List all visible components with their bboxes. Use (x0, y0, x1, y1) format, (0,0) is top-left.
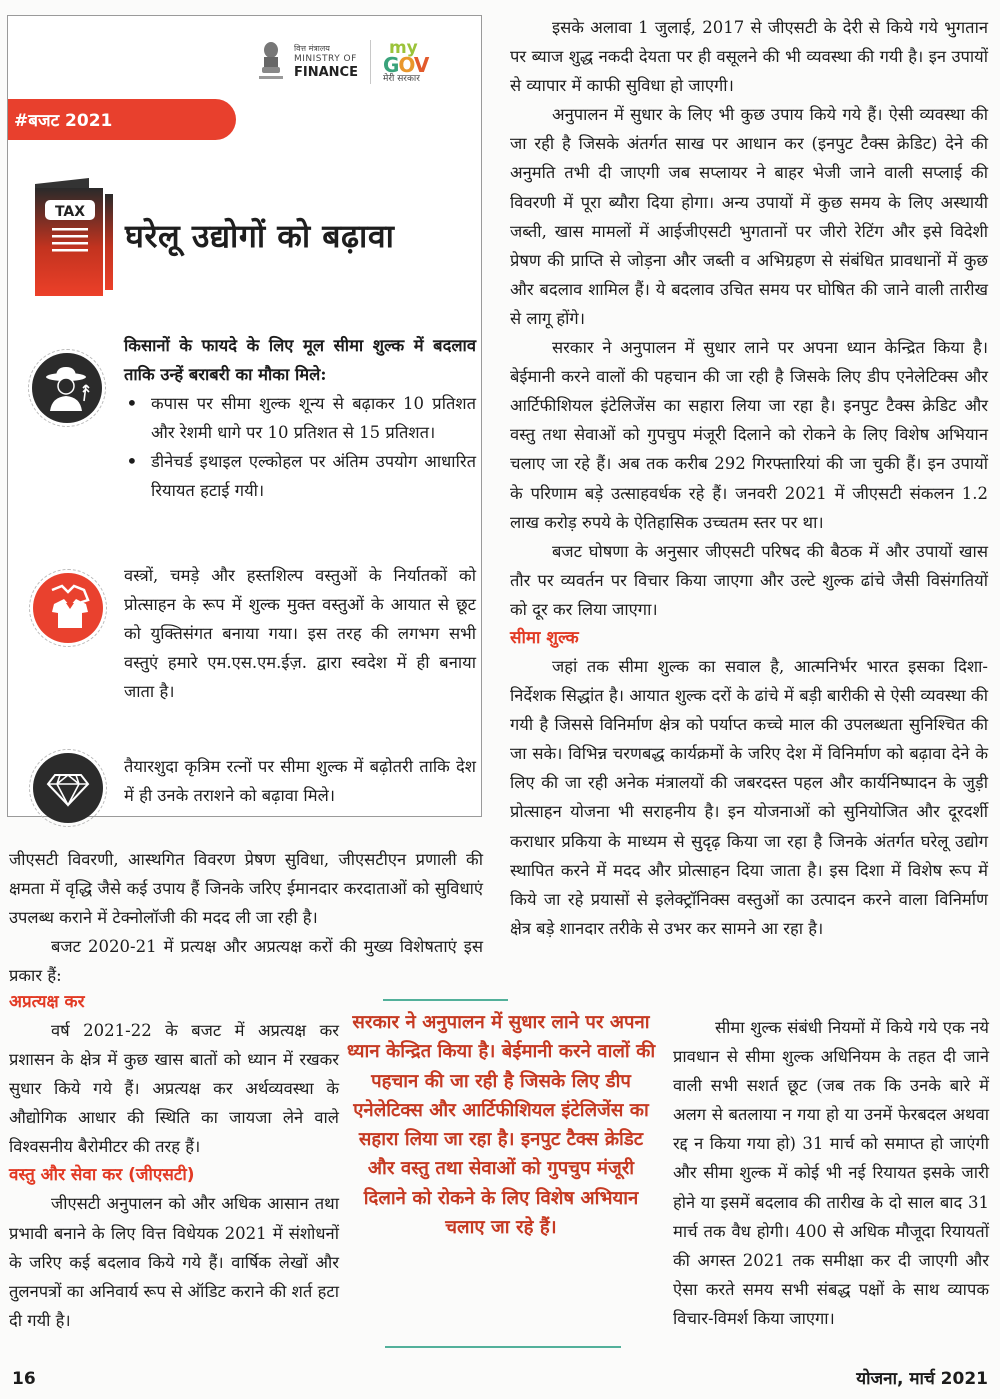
magazine-issue: योजना, मार्च 2021 (856, 1369, 988, 1389)
farmer-customs-block (124, 331, 476, 505)
mygov-gov (382, 53, 429, 78)
left-column-top (9, 845, 483, 990)
bullet-item: • कपास पर सीमा शुल्क शून्य से बढ़ाकर 10 प्रतिशत और रेशमी धागे पर 10 प्रतिशत से 15 प्रतिशत। (124, 389, 476, 447)
paragraph: बजट 2020-21 में प्रत्यक्ष और अप्रत्यक्ष करों की मुख्य विशेषताएं इस प्रकार हैं: (9, 937, 483, 986)
gem-customs-block: तैयारशुदा कृत्रिम रत्नों पर सीमा शुल्क में बढ़ोतरी ताकि देश में ही उनके तराशने को बढ़ावा मिले। (124, 757, 476, 805)
ministry-en-line1: MINISTRY OF (294, 54, 357, 64)
ministry-of-finance-logo (294, 45, 358, 79)
section-heading-customs: सीमा शुल्क (510, 627, 579, 648)
pull-quote: सरकार ने अनुपालन में सुधार लाने पर अपना ध्यान केन्द्रित किया है। बेईमानी करने वालों की पहचान की जा रही है जिसके लिए डीप एनेलेटिक्स और आर्टिफीशियल इंटेलिजेंस का सहारा लिया जा रहा है। इनपुट टैक्स क्रेडिट और वस्तु तथा सेवाओं को गुपचुप मंजूरी दिलाने को रोकने के लिए विशेष अभियान चलाए जा रहे हैं। (346, 1012, 656, 1239)
paragraph: सरकार ने अनुपालन में सुधार लाने पर अपना ध्यान केन्द्रित किया है। बेईमानी करने वालों की पहचान की जा रही है जिसके लिए डीप एनेलेटिक्स और आर्टिफीशियल इंटेलिजेंस का सहारा लिया जा रहा है। इनपुट टैक्स क्रेडिट और वस्तु तथा सेवाओं को गुपचुप मंजूरी दिलाने को रोकने के लिए विशेष अभियान चलाए जा रहे हैं। अब तक करीब 292 गिरफ्तारियां की जा चुकी हैं। इन उपायों के परिणाम बड़े उत्साहवर्धक रहे हैं। जनवरी 2021 में जीएसटी संकलन 1.2 लाख करोड़ रुपये के ऐतिहासिक उच्चतम स्तर पर था। (510, 338, 988, 532)
paragraph: जीएसटी अनुपालन को और अधिक आसान तथा प्रभावी बनाने के लिए वित्त विधेयक 2021 में संशोधनों के जरिए कई बदलाव किये गये हैं। वार्षिक लेखों और तुलनपत्रों का अनिवार्य रूप से ऑडिट कराने की शर्त हटा दी गयी है। (9, 1194, 339, 1330)
paragraph: अनुपालन में सुधार के लिए भी कुछ उपाय किये गये हैं। ऐसी व्यवस्था की जा रही है जिसके अंतर्गत साख पर आधान कर (इनपुट टैक्स क्रेडिट) देने की अनुमति तभी दी जाएगी जब सप्लायर ने बाहर भेजी जाने वाली सप्लाई की विवरणी में पूरा ब्यौरा दिया होगा। अन्य उपायों में कुछ समय के लिए अस्थायी जब्ती, खास मामलों में आईजीएसटी भुगतानों पर जीरो रेटिंग और इसे विदेशी प्रेषण की प्राप्ति से जोड़ना और जब्ती व अभिग्रहण से संबंधित प्रावधानों में कुछ और बदलाव शामिल हैं। ये बदलाव उचित समय पर घोषित की जाने वाली तारीख से लागू होंगे। (510, 105, 988, 328)
right-column (510, 13, 988, 943)
farmer-bullet-list (124, 389, 476, 505)
gem-icon (29, 749, 107, 827)
paragraph: वर्ष 2021-22 के बजट में अप्रत्यक्ष कर प्रशासन के क्षेत्र में कुछ खास बातों को ध्यान में रखकर सुधार किये गये हैं। अप्रत्यक्ष कर अर्थव्यवस्था के औद्योगिक आधार की स्थिति का जायजा लेने वाले विश्वसनीय बैरोमीटर की तरह हैं। (9, 1021, 339, 1157)
mygov-o: O (398, 53, 414, 78)
ministry-en-line2: FINANCE (294, 65, 358, 80)
mygov-v: V (413, 53, 429, 78)
section-heading-gst: वस्तु और सेवा कर (जीएसटी) (9, 1165, 195, 1186)
page-number: 16 (12, 1369, 36, 1389)
section-heading-indirect-tax: अप्रत्यक्ष कर (9, 992, 85, 1012)
paragraph: जहां तक सीमा शुल्क का सवाल है, आत्मनिर्भर भारत इसका दिशा-निर्देशक सिद्धांत है। आयात शुल्क दरों के ढांचे में बड़ी बारीकी से ऐसी व्यवस्था की गयी है जिससे विनिर्माण क्षेत्र को पर्याप्त कच्चे माल की उपलब्धता सुनिश्चित की जा सके। विभिन्न चरणबद्ध कार्यक्रमों के जरिए देश में विनिर्माण को बढ़ावा देने के लिए की जा रही अनेक मंत्रालयों की जबरदस्त पहल और कार्यनिष्पादन के जुड़ी प्रोत्साहन योजना भी सराहनीय है। इन योजनाओं को सुनियोजित और दूरदर्शी कराधार प्रकिया के माध्यम से सुदृढ़ किया जा रहा है जिनके अंतर्गत घरेलू उद्योग स्थापित करने में मदद और प्रोत्साहन दिया जाता है। इस दिशा में विशेष रूप में किये जा रहे प्रयासों से इलेक्ट्रॉनिक्स वस्तुओं का उत्पादन करने वाला विनिर्माण क्षेत्र बड़े शानदार तरीके से उभर कर सामने आ रहा है। (510, 656, 988, 938)
quote-top-rule (383, 999, 508, 1001)
paragraph: बजट घोषणा के अनुसार जीएसटी परिषद की बैठक में और उपायों खास तौर पर व्यवर्तन पर विचार किया जाएगा और उल्टे शुल्क ढांचे जैसी विसंगतियों को दूर कर लिया जाएगा। (510, 541, 988, 619)
header-logos (256, 36, 428, 88)
mygov-tagline: मेरी सरकार (382, 74, 420, 85)
farmer-lead: किसानों के फायदे के लिए मूल सीमा शुल्क में बदलाव ताकि उन्हें बराबरी का मौका मिले: (124, 336, 476, 384)
quote-bottom-rule (385, 1346, 621, 1348)
ministry-hindi: वित्त मंत्रालय (294, 44, 330, 53)
paragraph: सीमा शुल्क संबंधी नियमों में किये गये एक नये प्रावधान से सीमा शुल्क अधिनियम के तहत दी जाने वाली सभी सशर्त छूट (जब तक कि उनके बारे में अलग से बतलाया न गया हो या उनमें फेरबदल अथवा रद्द न किया गया हो) 31 मार्च को समाप्त हो जाएंगी और सीमा शुल्क में कोई भी नई रियायत इसके जारी होने या इसमें बदलाव की तारीख के दो साल बाद 31 मार्च तक वैध होगी। 400 से अधिक मौजूदा रियायतों की अगस्त 2021 तक समीक्षा कर दी जाएगी और ऐसा करते समय सभी संबद्ध पक्षों के साथ व्यापक विचार-विमर्श किया जाएगा। (673, 1018, 989, 1328)
logo-divider (370, 40, 371, 84)
right-column-bottom (673, 1013, 989, 1333)
left-column-bottom (9, 988, 339, 1335)
svg-text:TAX: TAX (54, 204, 86, 220)
budget-hashtag-banner: #बजट 2021 (8, 99, 236, 140)
paragraph: इसके अलावा 1 जुलाई, 2017 से जीएसटी के देरी से किये गये भुगतान पर ब्याज शुद्ध नकदी देयता पर ही वसूलने की भी व्यवस्था की गयी है। इन उपायों से व्यापार में काफी सुविधा हो जाएगी। (510, 18, 988, 96)
mygov-g: G (382, 53, 399, 78)
clothing-icon (29, 569, 107, 647)
budget-feature-box (7, 15, 482, 817)
mygov-logo (382, 37, 429, 85)
feature-title: घरेलू उद्योगों को बढ़ावा (125, 217, 395, 255)
farmer-icon (28, 349, 106, 427)
textile-export-block: वस्त्रों, चमड़े और हस्तशिल्प वस्तुओं के निर्यातकों को प्रोत्साहन के रूप में शुल्क मुक्त वस्तुओं के आयात से छूट को युक्तिसंगत बनाया गया। इस तरह की लगभग सभी वस्तुएं हमारे एम.एस.एम.ईज़. द्वारा स्वदेश में ही बनाया जाता है। (124, 566, 476, 701)
tax-document-icon (25, 178, 115, 296)
paragraph: जीएसटी विवरणी, आस्थगित विवरण प्रेषण सुविधा, जीएसटीएन प्रणाली की क्षमता में वृद्धि जैसे कई उपाय हैं जिनके जरिए ईमानदार करदाताओं को सुविधाएं उपलब्ध कराने में टेक्नोलॉजी की मदद ली जा रही है। (9, 850, 483, 928)
mygov-my: my (388, 37, 418, 58)
bullet-item: • डीनेचर्ड इथाइल एल्कोहल पर अंतिम उपयोग आधारित रियायत हटाई गयी। (124, 447, 476, 505)
national-emblem-icon (256, 40, 286, 84)
